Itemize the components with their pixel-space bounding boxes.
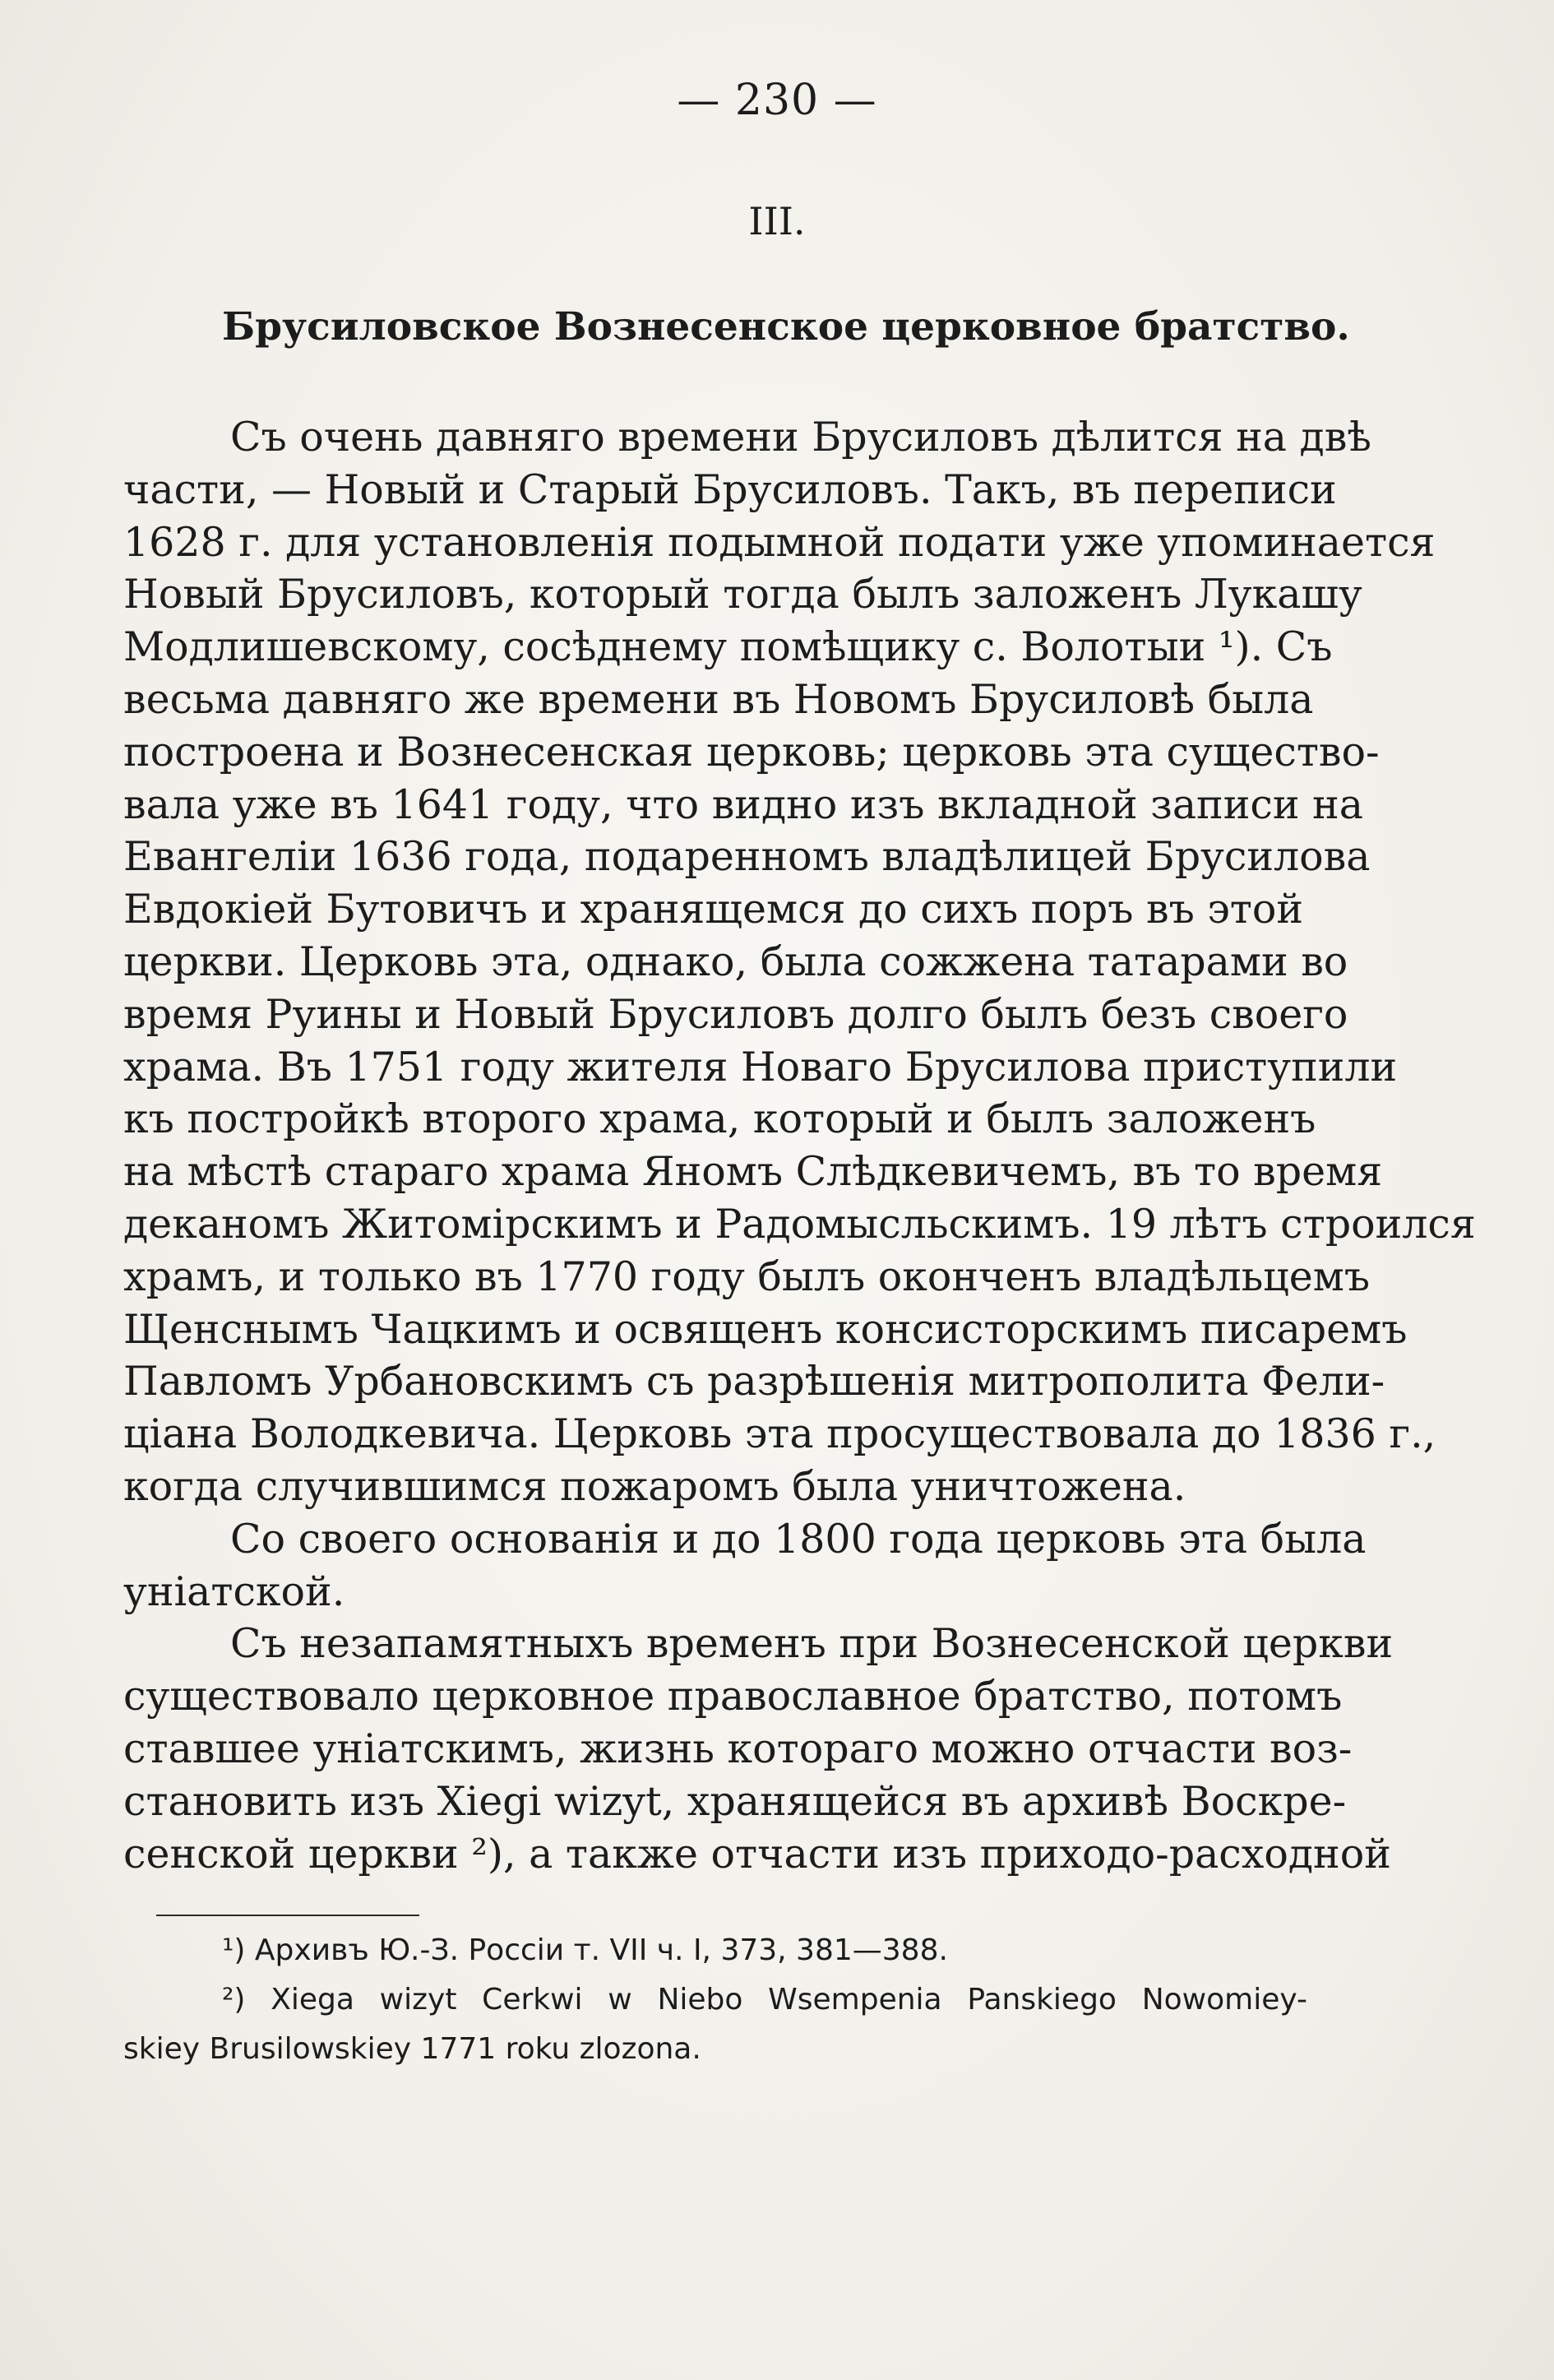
text-line: Модлишевскому, сосѣднему помѣщику с. Волотыи ¹). Съ: [123, 623, 1333, 671]
text-line: время Руины и Новый Брусиловъ долго былъ безъ своего: [123, 990, 1348, 1038]
section-number: III.: [748, 199, 806, 243]
page-number: — 230 —: [677, 76, 877, 125]
text-line: къ постройкѣ второго храма, который и былъ заложенъ: [123, 1095, 1316, 1143]
footnotes: [123, 1926, 1307, 2074]
paragraph-3: [123, 1618, 1394, 1880]
text-line: когда случившимся пожаромъ была уничтожена.: [123, 1462, 1186, 1510]
text-line: Съ незапамятныхъ временъ при Вознесенской церкви: [230, 1620, 1394, 1668]
text-line: становить изъ Xiegi wizyt, хранящейся въ архивѣ Воскре-: [123, 1777, 1347, 1825]
text-line: весьма давняго же времени въ Новомъ Брусиловѣ была: [123, 675, 1314, 723]
text-line: ставшее уніатскимъ, жизнь котораго можно отчасти воз-: [123, 1725, 1353, 1772]
section-heading: Брусиловское Вознесенское церковное братство.: [222, 304, 1350, 350]
text-line: Евдокіей Бутовичъ и хранящемся до сихъ поръ въ этой: [123, 886, 1304, 933]
text-line: вала уже въ 1641 году, что видно изъ вкладной записи на: [123, 780, 1363, 828]
text-line: Павломъ Урбановскимъ съ разрѣшенія митрополита Фели-: [123, 1358, 1385, 1405]
text-line: Евангеліи 1636 года, подаренномъ владѣлицей Брусилова: [123, 833, 1371, 881]
text-line: построена и Вознесенская церковь; церковь эта существо-: [123, 728, 1380, 776]
paragraph-2: [123, 1513, 1367, 1618]
text-line: храма. Въ 1751 году жителя Новаго Брусилова приступили: [123, 1043, 1398, 1090]
text-line: 1628 г. для установленія подымной подати уже упоминается: [123, 518, 1436, 566]
footnote-divider: [156, 1915, 419, 1916]
text-line: на мѣстѣ стараго храма Яномъ Слѣдкевичемъ, въ то время: [123, 1148, 1383, 1196]
paragraph-1: [123, 411, 1476, 1513]
footnote-2-continued: skiey Brusilowskiey 1771 roku zlozona.: [123, 2032, 701, 2066]
text-line: Съ очень давняго времени Брусиловъ дѣлится на двѣ: [230, 414, 1371, 461]
text-line: Со своего основанія и до 1800 года церковь эта была: [230, 1515, 1367, 1563]
text-line: храмъ, и только въ 1770 году былъ оконченъ владѣльцемъ: [123, 1253, 1371, 1300]
footnote-2: ²) Xiega wizyt Cerkwi w Niebo Wsempenia Panskiego Nowomiey-: [222, 1983, 1307, 2017]
text-line: существовало церковное православное братство, потомъ: [123, 1673, 1343, 1720]
text-line: Новый Брусиловъ, который тогда былъ заложенъ Лукашу: [123, 571, 1362, 618]
text-line: деканомъ Житомірскимъ и Радомысльскимъ. 19 лѣтъ строился: [123, 1200, 1476, 1248]
body-text: [123, 411, 1476, 1880]
text-line: Щенснымъ Чацкимъ и освященъ консисторскимъ писаремъ: [123, 1305, 1408, 1353]
text-line: церкви. Церковь эта, однако, была сожжена татарами во: [123, 938, 1348, 985]
text-line: ціана Володкевича. Церковь эта просуществовала до 1836 г.,: [123, 1410, 1436, 1458]
footnote-1: ¹) Архивъ Ю.-З. Россіи т. VII ч. I, 373, 381—388.: [222, 1933, 948, 1967]
text-line: сенской церкви ²), а также отчасти изъ приходо-расходной: [123, 1830, 1391, 1878]
text-line: части, — Новый и Старый Брусиловъ. Такъ, въ переписи: [123, 465, 1337, 513]
text-line: уніатской.: [123, 1567, 345, 1615]
